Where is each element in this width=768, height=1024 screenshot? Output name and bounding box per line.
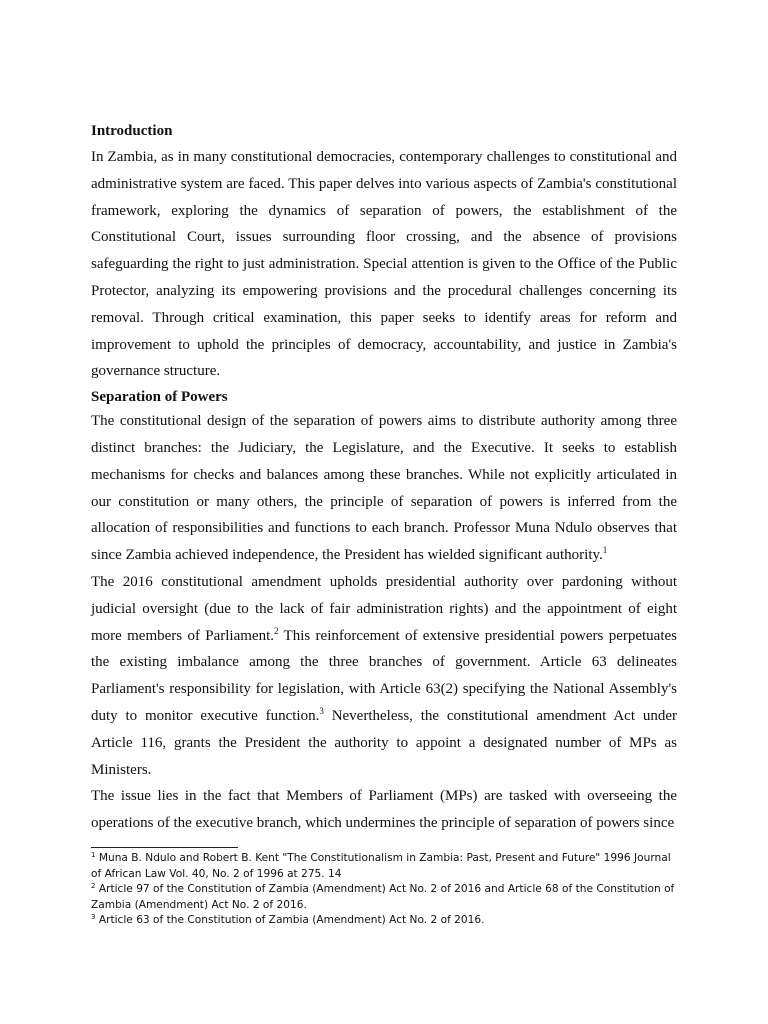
footnote-number: 2 xyxy=(91,882,96,890)
paragraph-separation-2 xyxy=(91,569,677,783)
footnotes xyxy=(91,851,677,929)
section-heading-introduction: Introduction xyxy=(91,123,173,139)
footnote-ref-1[interactable]: 1 xyxy=(602,545,608,556)
footnote-2 xyxy=(91,882,677,913)
section-heading-separation-of-powers: Separation of Powers xyxy=(91,389,228,406)
paragraph-text: In Zambia, as in many constitutional democracies, contemporary challenges to constitutional and administrative system are faced. This paper delves into various aspects of Zambia's constitutional framework, exploring the dynamics of separation of powers, the establishment of the Constitutional Court, issues surrounding floor crossing, and the absence of provisions safeguarding the right to just administration. Special attention is given to the Office of the Public Protector, analyzing its empowering provisions and the procedural challenges concerning its removal. Through critical examination, this paper seeks to identify areas for reform and improvement to uphold the principles of democracy, accountability, and justice in Zambia's governance structure. xyxy=(91,149,677,380)
footnote-number: 3 xyxy=(91,913,96,921)
footnote-3 xyxy=(91,913,677,929)
footnote-1 xyxy=(91,851,677,882)
paragraph-text: The issue lies in the fact that Members of Parliament (MPs) are tasked with overseeing the operations of the executive branch, which undermines the principle of separation of powers since xyxy=(91,788,677,832)
paragraph-introduction xyxy=(91,144,677,385)
footnote-text: Article 63 of the Constitution of Zambia (Amendment) Act No. 2 of 2016. xyxy=(95,914,485,926)
footnote-number: 1 xyxy=(91,851,96,859)
footnote-text: Muna B. Ndulo and Robert B. Kent "The Constitutionalism in Zambia: Past, Present and Future" 1996 Journal of African Law Vol. 40, No. 2 of 1996 at 275. 14 xyxy=(91,852,671,880)
paragraph-separation-1 xyxy=(91,408,677,569)
document-body xyxy=(91,118,677,837)
paragraph-separation-3 xyxy=(91,783,677,837)
paragraph-text: This reinforcement of extensive presidential powers perpetuates the existing imbalance among the three branches of government. Article 63 delineates Parliament's responsibility for legislation, with Article 63(2) specifying the National Assembly's duty to monitor executive function. xyxy=(91,627,677,724)
footnote-ref-3[interactable]: 3 xyxy=(319,705,324,716)
paragraph-text: The constitutional design of the separation of powers aims to distribute authority among three distinct branches: the Judiciary, the Legislature, and the Executive. It seeks to establish mechanisms for checks and balances among these branches. While not explicitly articulated in our constitution or many others, the principle of separation of powers is inferred from the allocation of responsibilities and functions to each branch. Professor Muna Ndulo observes that since Zambia achieved independence, the President has wielded significant authority. xyxy=(91,413,677,564)
paragraph-text: Nevertheless, the constitutional amendment Act under Article 116, grants the President the authority to appoint a designated number of MPs as Ministers. xyxy=(91,707,677,778)
footnote-text: Article 97 of the Constitution of Zambia (Amendment) Act No. 2 of 2016 and Article 68 of the Constitution of Zambia (Amendment) Act No. 2 of 2016. xyxy=(91,883,675,911)
footnote-ref-2[interactable]: 2 xyxy=(274,625,279,636)
footnote-separator xyxy=(91,847,238,848)
paragraph-text: The 2016 constitutional amendment upholds presidential authority over pardoning without judicial oversight (due to the lack of fair administration rights) and the appointment of eight more members of Parliament. xyxy=(91,573,677,644)
